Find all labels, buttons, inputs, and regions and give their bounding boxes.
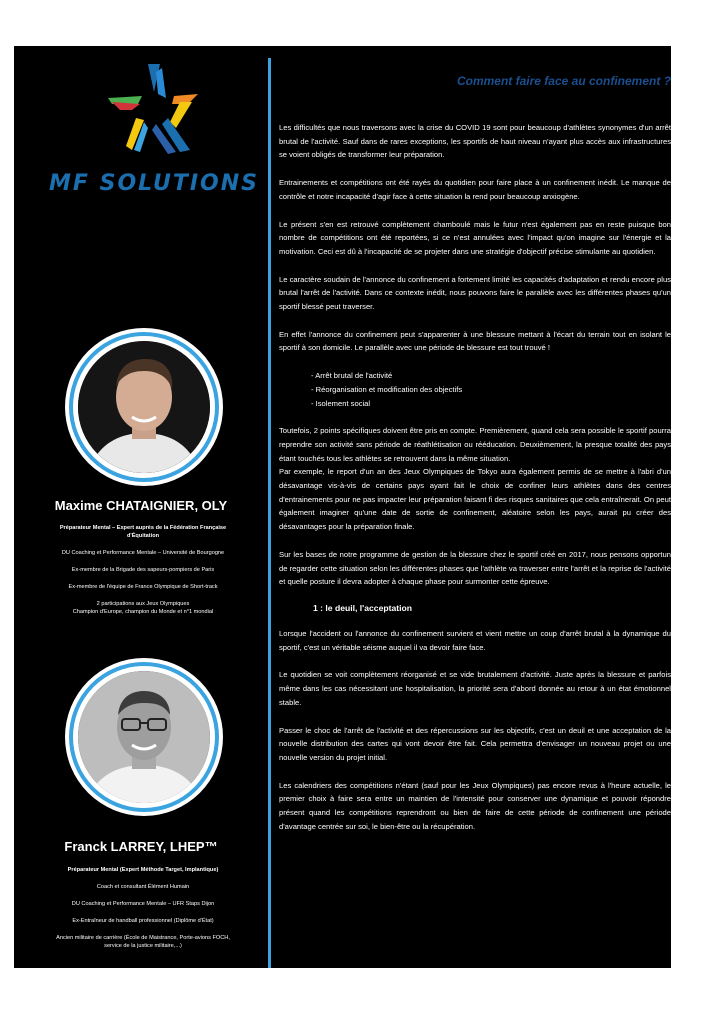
paragraph: Lorsque l'accident ou l'annonce du confinement survient et vient mettre un coup d'arrêt brutal à la dynamique du sportif, c'est un véritable séisme auquel il va devoir faire face. — [279, 628, 671, 652]
paragraph: Entrainements et compétitions ont été rayés du quotidien pour faire place à un confinement inédit. Le manque de contrôle et notre incapacité d'agir face à cette situation la rend pour beaucoup anxiogène. — [279, 178, 671, 201]
paragraph: Sur les bases de notre programme de gestion de la blessure chez le sportif créé en 2017, nous pensons opportun de regarder cette situation selon les différentes phases que l'athlète va traverser entre l'arrêt et la reprise de l'activité et quelle posture il devra adopter à chaque phase pour surmonter cette épreuve. — [279, 549, 671, 587]
bio-line: DU Coaching et Performance Mentale – Université de Bourgogne — [61, 550, 225, 556]
brand-name: MF SOLUTIONS — [49, 171, 259, 196]
list-item: - Isolement social — [311, 398, 371, 408]
document-page — [14, 46, 671, 968]
bio-2 — [32, 866, 254, 959]
article-body — [279, 121, 671, 847]
paragraph: Le quotidien se voit complètement réorganisé et se vide brutalement d'activité. Juste après la blessure et parfois même dans les cas nécessitant une hospitalisation, la priorité sera d'abord donnée au retour à un état émotionnel stable. — [279, 670, 671, 707]
paragraph: Le caractère soudain de l'annonce du confinement a fortement limité les capacités d'adaptation et rendu encore plus brutal l'arrêt de l'activité. Dans ce contexte inédit, nous pouvons faire le parallèle avec les différentes phases qu'un sportif blessé peut traverser. — [279, 274, 671, 312]
bio-line: Ex-membre de la Brigade des sapeurs-pompiers de Paris — [71, 567, 215, 573]
list-item: - Réorganisation et modification des objectifs — [311, 384, 463, 394]
list-item: - Arrêt brutal de l'activité — [311, 371, 393, 381]
bio-1 — [32, 524, 254, 625]
paragraph: Par exemple, le report d'un an des Jeux Olympiques de Tokyo aura également permis de se mettre à l'abri d'un désavantage vis-à-vis de certains pays ayant fait le choix de confiner leurs athlètes dans des centres d'entrainements pour ne pas impacter leur préparation faisant fi des risques sanitaires que cela entraînerait. On peut également imaginer qu'une date de sortie de confinement, aléatoire selon les pays, aurait pu créer des désavantages pour la préparation finale. — [279, 467, 671, 532]
bio-line: DU Coaching et Performance Mentale – UFR Staps Dijon — [71, 901, 215, 907]
bio-line: Ancien militaire de carrière (École de Maistrance, Porte-avions FOCH, service de la justice militaire,...) — [56, 935, 230, 949]
bio-line: 2 participations aux Jeux Olympiques Champion d'Europe, champion du Monde et n°1 mondial — [72, 601, 214, 615]
paragraph: Le présent s'en est retrouvé complètement chamboulé mais le futur n'est également pas en reste puisque bon nombre de compétitions ont été reportées, si ce n'est annulées avec l'impact qu'on imagine sur l'énergie et la motivation. Ceci est dû à l'incapacité de se projeter dans une stratégie d'objectif précise stimulante au quotidien. — [279, 219, 671, 256]
paragraph: Passer le choc de l'arrêt de l'activité et des répercussions sur les objectifs, c'est un deuil et une acceptation de la nouvelle distribution des cartes qui vont devoir être fait. Cela permettra d'envisager un nouveau projet ou une nouvelle version du projet initial. — [279, 725, 671, 762]
paragraph: Les calendriers des compétitions n'étant (sauf pour les Jeux Olympiques) pas encore revus à l'heure actuelle, le premier choix à faire sera entre un maintien de l'intensité pour conserver une dynamique et pouvoir répondre présent quand les compétitions reprendront ou bien de faire de cette période de confinement une période d'avantage centrée sur soi, le bien-être ou la récupération. — [279, 780, 671, 831]
section-subheading: 1 : le deuil, l'acceptation — [313, 602, 412, 613]
bio-line: Ex-membre de l'équipe de France Olympique de Short-track — [68, 584, 218, 590]
column-divider — [268, 58, 271, 968]
portrait-photo-1 — [78, 341, 210, 473]
bullet-list — [311, 369, 671, 410]
sidebar — [14, 46, 268, 968]
article-title: Comment faire face au confinement ? — [456, 74, 671, 88]
portrait-photo-2 — [78, 671, 210, 803]
paragraph: Les difficultés que nous traversons avec la crise du COVID 19 sont pour beaucoup d'athlètes synonymes d'un arrêt brutal de l'activité. Sauf dans de rares exceptions, les sportifs de haut niveau n'ayant plus accès aux infrastructures se voient obligés de transformer leur préparation. — [279, 123, 671, 160]
avatar-franck — [65, 658, 223, 816]
bio-line: Préparateur Mental (Expert Méthode Target, Implantique) — [67, 867, 219, 873]
avatar-maxime — [65, 328, 223, 486]
bio-line: Préparateur Mental – Expert auprès de la Fédération Française d'Équitation — [59, 525, 227, 539]
paragraph: En effet l'annonce du confinement peut s'apparenter à une blessure mettant à l'écart du terrain tout en isolant le sportif à son domicile. Le parallèle avec une période de blessure est tout trouvé ! — [279, 329, 671, 353]
star-logo-icon — [102, 58, 202, 158]
person-name-2: Franck LARREY, LHEP™ — [64, 839, 218, 854]
person-name-1: Maxime CHATAIGNIER, OLY — [54, 498, 228, 513]
bio-line: Coach et consultant Élément Humain — [96, 884, 190, 890]
bio-line: Ex-Entraîneur de handball professionnel (Diplôme d'État) — [72, 918, 214, 924]
paragraph: Toutefois, 2 points spécifiques doivent être pris en compte. Premièrement, quand cela sera possible le sportif pourra reprendre son activité sans période de réathlétisation ou rééducation. Deuxièmement, la presque totalité des pays étant touchés tous les athlètes se retrouvent dans la même situation. — [279, 426, 671, 463]
